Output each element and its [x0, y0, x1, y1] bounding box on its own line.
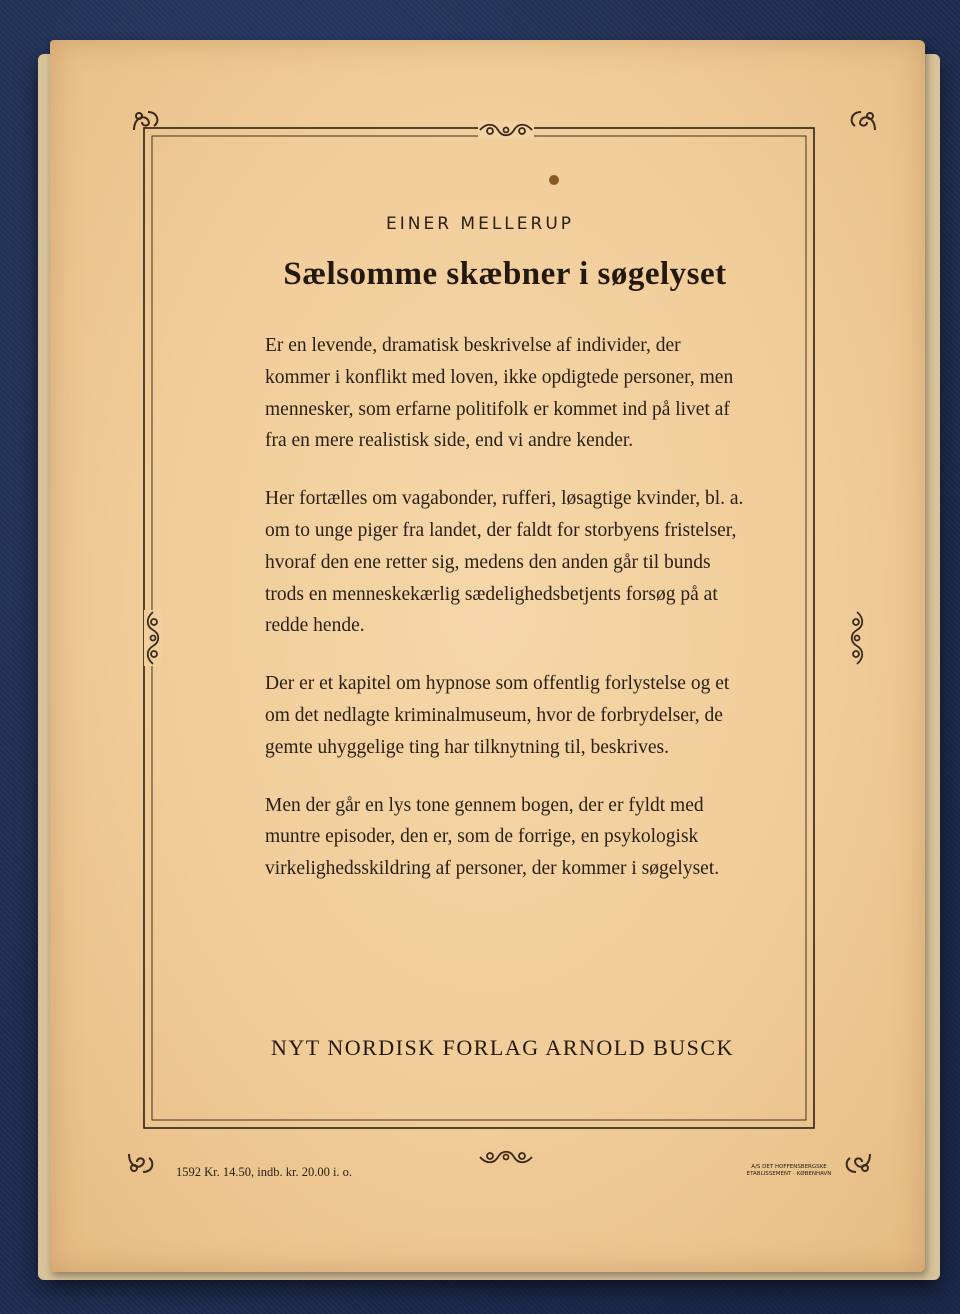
blurb-paragraph: Her fortælles om vagabonder, rufferi, løsagtige kvinder, bl. a. om to unge piger fra landet, der faldt for storbyens fristelser, hvoraf den ene retter sig, medens den anden går til bunds trods en menneskekærlig sædelighedsbetjents forsøg på at redde hende. [265, 488, 744, 637]
scroll-flourish-icon [478, 121, 534, 139]
scroll-flourish-icon [845, 108, 879, 136]
spine-hole-dot [549, 175, 559, 185]
price-line: 1592 Kr. 14.50, indb. kr. 20.00 i. o. [176, 1165, 353, 1179]
printer-imprint [734, 1164, 844, 1178]
printer-line: A/S DET HOFFENSBERGSKE [751, 1164, 827, 1170]
blurb-paragraph: Der er et kapitel om hypnose som offentlig forlystelse og et om det nedlagte kriminalmuseum, hvor de forbrydelser, de gemte uhyggelige ting har tilknytning til, beskrives. [265, 673, 730, 758]
printer-line: ETABLISSEMENT · KØBENHAVN [746, 1171, 832, 1177]
blurb-paragraph: Er en levende, dramatisk beskrivelse af individer, der kommer i konflikt med loven, ikke opdigtede personer, men mennesker, som erfarne politifolk er kommet ind på livet af fra en mere realistisk side, end vi andre kender. [265, 335, 734, 452]
publisher-name: NYT NORDISK FORLAG ARNOLD BUSCK [271, 1035, 734, 1060]
blurb-paragraph: Men der går en lys tone gennem bogen, der er fyldt med muntre episoder, den er, som de forrige, en psykologisk virkelighedsskildring af personer, der kommer i søgelyset. [265, 794, 720, 880]
scroll-flourish-icon [130, 108, 164, 136]
book-title: Sælsomme skæbner i søgelyset [283, 256, 727, 292]
scroll-flourish-icon [840, 1148, 874, 1176]
author-name: EINER MELLERUP [385, 214, 575, 234]
scroll-flourish-icon [478, 1148, 534, 1166]
blurb-text [265, 330, 750, 911]
scroll-flourish-icon [848, 610, 866, 666]
scroll-flourish-icon [125, 1148, 159, 1176]
scroll-flourish-icon [144, 610, 162, 666]
